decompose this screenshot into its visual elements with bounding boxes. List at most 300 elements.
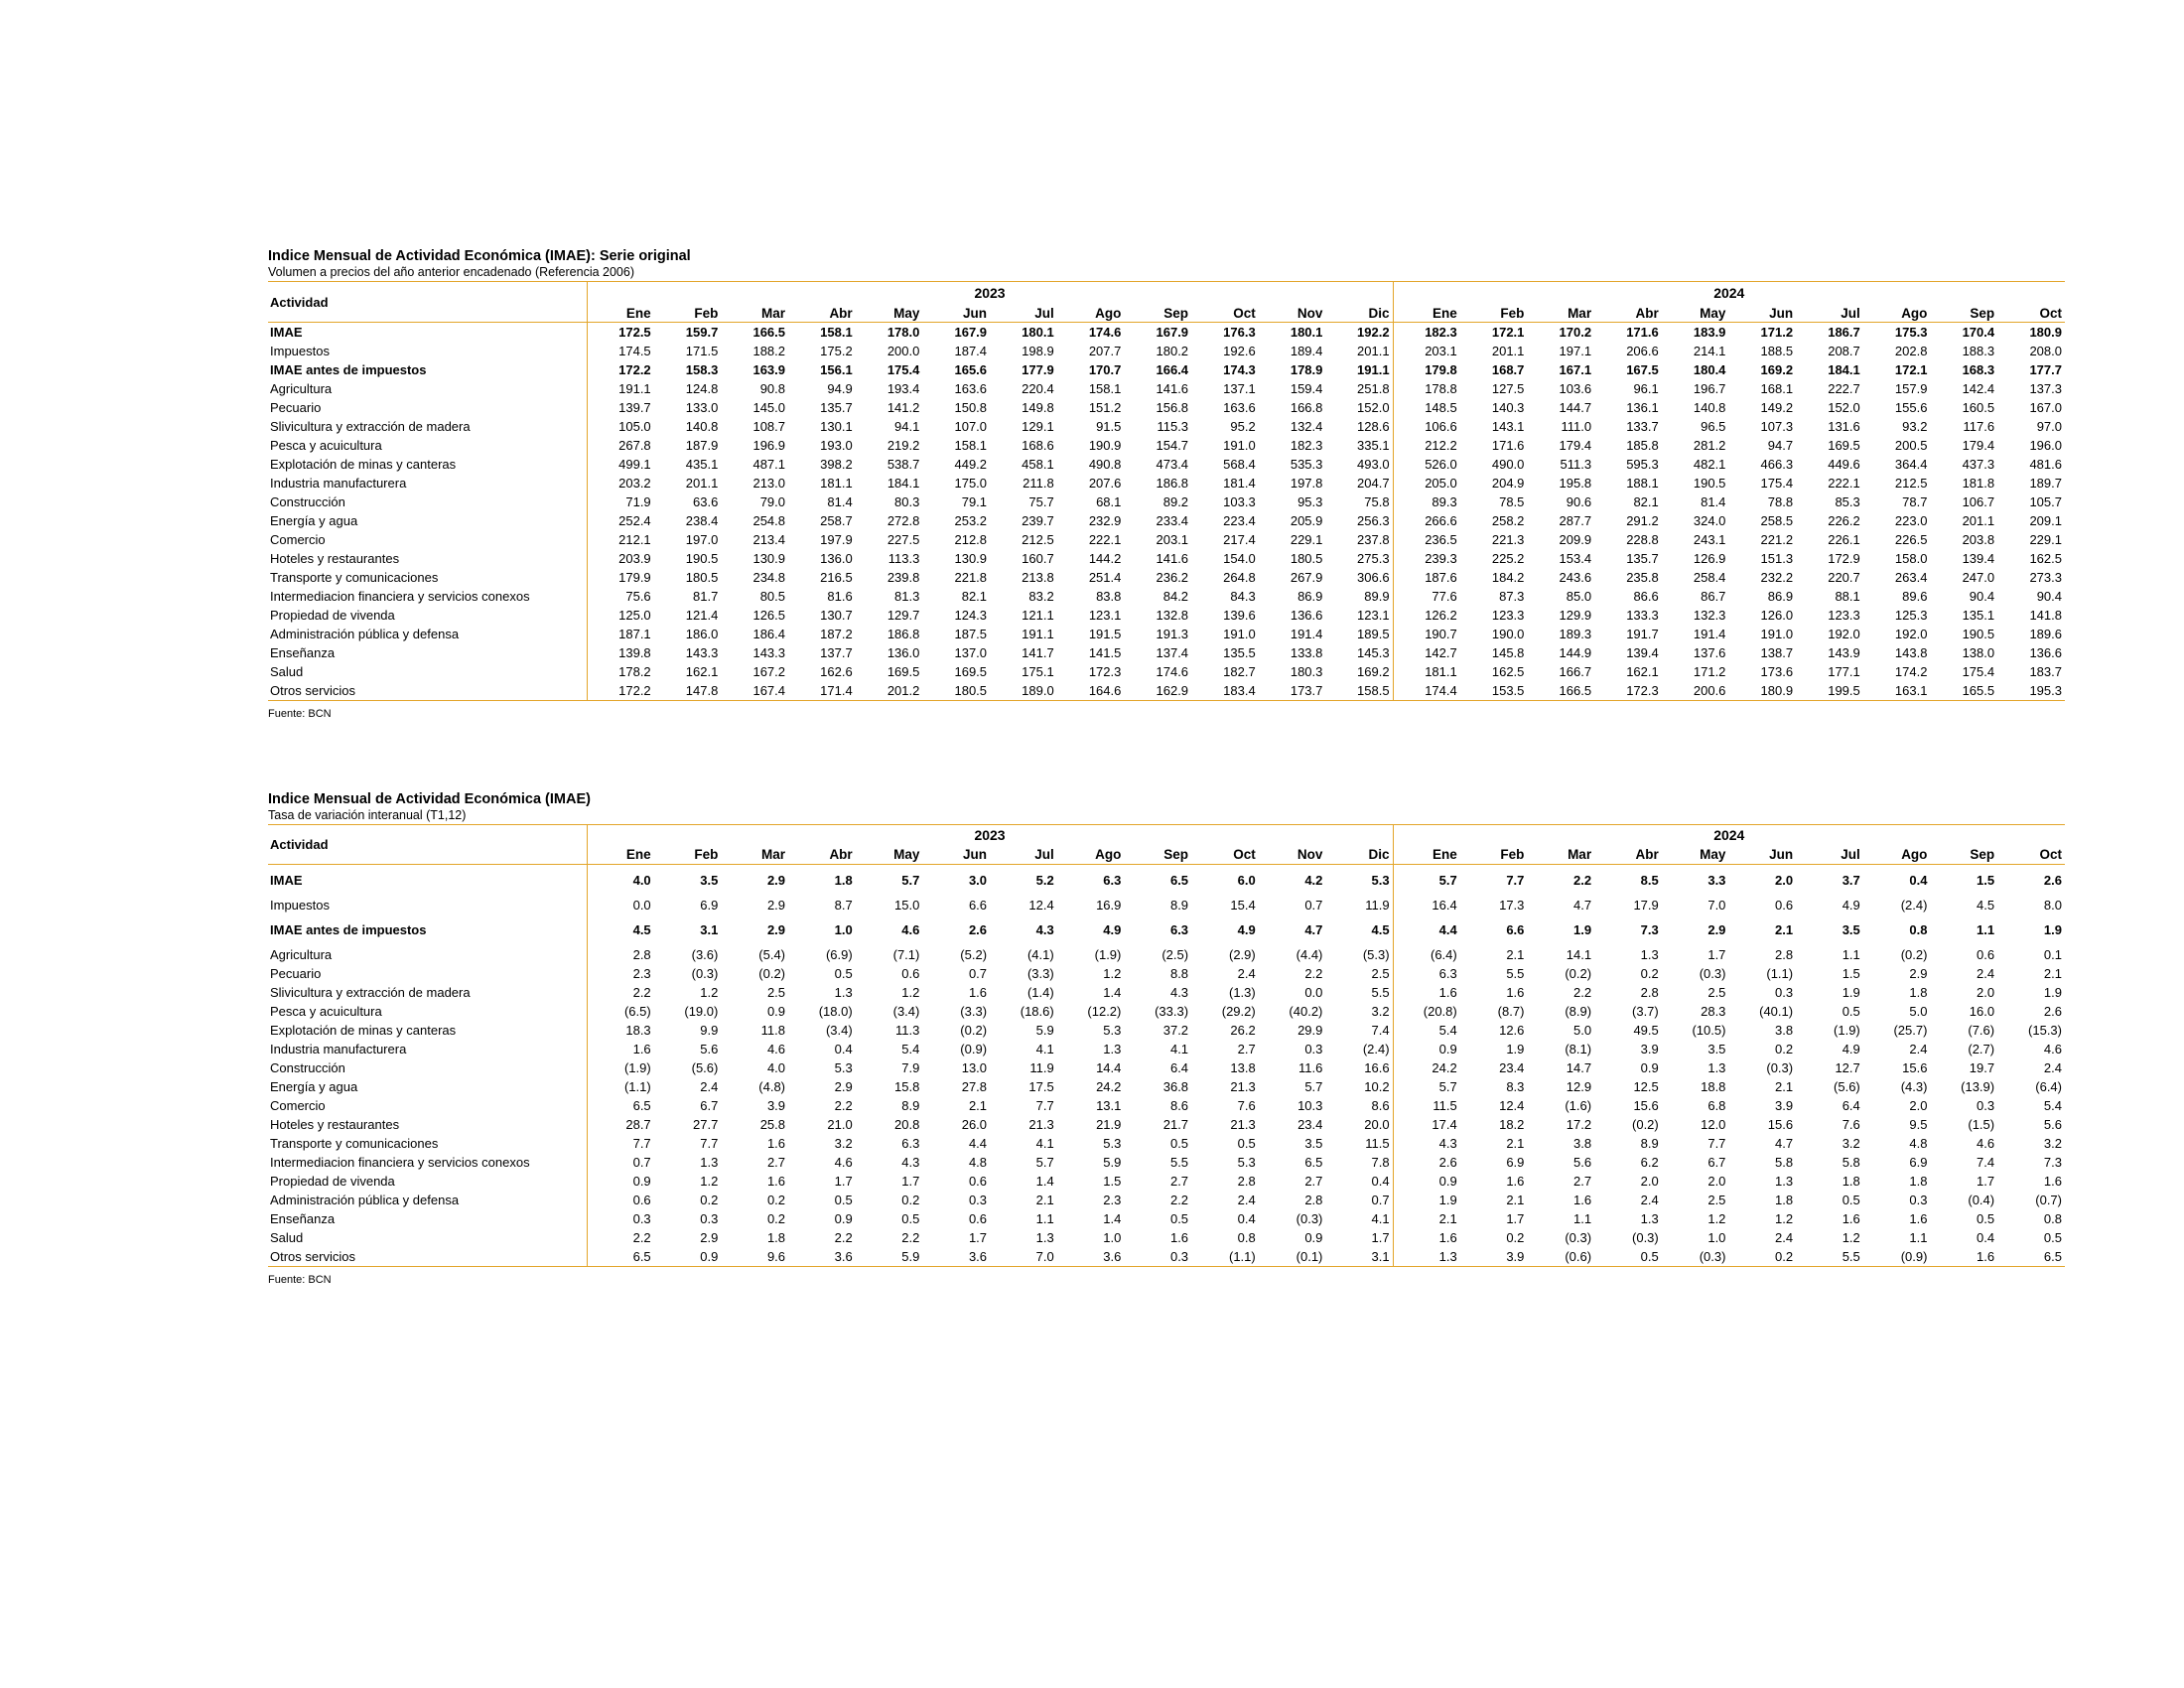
cell-value: 4.4: [968, 1136, 988, 1151]
cell-value: 0.7: [1304, 898, 1323, 913]
cell-value: 90.6: [1566, 494, 1592, 509]
table-row: [268, 436, 2065, 455]
cell-value: (3.4): [825, 1023, 853, 1038]
cell-value: 137.4: [1156, 645, 1189, 660]
row-label: Enseñanza: [270, 645, 336, 660]
cell-value: 272.8: [887, 513, 920, 528]
cell-value: 180.5: [1290, 551, 1323, 566]
cell-value: 163.6: [954, 381, 988, 396]
cell-value: 4.9: [1842, 1042, 1860, 1056]
cell-value: 151.2: [1088, 400, 1122, 415]
cell-value: 201.2: [856, 681, 923, 701]
cell-value: 191.0: [1760, 627, 1794, 641]
cell-value: 84.3: [1230, 589, 1256, 604]
cell-value: 164.6: [1057, 681, 1125, 701]
cell-value: 226.1: [1828, 532, 1860, 547]
cell-value: 127.5: [1491, 381, 1525, 396]
month-header: May: [1662, 844, 1729, 865]
month-header: Feb: [1460, 844, 1528, 865]
cell-value: (2.4): [1900, 898, 1928, 913]
cell-value: 4.6: [2043, 1042, 2062, 1056]
cell-value: 7.3: [1640, 922, 1659, 937]
cell-value: 137.1: [1223, 381, 1256, 396]
cell-value: 5.0: [1573, 1023, 1592, 1038]
cell-value: 5.3: [1371, 873, 1390, 888]
cell-value: 487.1: [752, 457, 786, 472]
cell-value: 186.8: [1156, 476, 1189, 491]
cell-value: 449.6: [1828, 457, 1860, 472]
cell-value: 86.6: [1633, 589, 1659, 604]
table-row: [268, 530, 2065, 549]
cell-value: 1.9: [1573, 922, 1592, 937]
cell-value: 71.9: [587, 492, 654, 511]
cell-value: 0.2: [766, 1193, 786, 1207]
cell-value: 3.2: [834, 1136, 853, 1151]
cell-value: 162.6: [820, 664, 853, 679]
cell-value: 191.0: [1223, 627, 1256, 641]
row-label: IMAE antes de impuestos: [270, 922, 427, 937]
cell-value: 9.6: [721, 1247, 788, 1267]
cell-value: 16.6: [1364, 1060, 1390, 1075]
cell-value: 3.1: [700, 922, 719, 937]
cell-value: 3.3: [1707, 873, 1726, 888]
row-label: Impuestos: [270, 898, 330, 913]
cell-value: 191.7: [1626, 627, 1659, 641]
cell-value: 178.9: [1290, 362, 1323, 377]
cell-value: 235.8: [1626, 570, 1659, 585]
month-header: Oct: [1997, 304, 2065, 323]
cell-value: 21.0: [827, 1117, 853, 1132]
cell-value: 160.5: [1962, 400, 1995, 415]
cell-value: 3.5: [1707, 1042, 1726, 1056]
cell-value: 152.0: [1828, 400, 1860, 415]
cell-value: 1.9: [1842, 985, 1860, 1000]
cell-value: 2.0: [1640, 1174, 1659, 1189]
cell-value: 186.0: [685, 627, 719, 641]
cell-value: 12.9: [1566, 1079, 1592, 1094]
cell-value: 2.5: [1371, 966, 1390, 981]
cell-value: 111.0: [1561, 419, 1592, 434]
cell-value: 89.3: [1393, 492, 1460, 511]
month-header: Dic: [1325, 844, 1393, 865]
cell-value: 133.0: [685, 400, 719, 415]
cell-value: 78.5: [1499, 494, 1525, 509]
cell-value: 203.1: [1393, 342, 1460, 360]
cell-value: (12.2): [1087, 1004, 1122, 1019]
cell-value: 200.0: [887, 344, 920, 358]
cell-value: 172.2: [587, 360, 654, 379]
cell-value: 2.4: [1977, 966, 1995, 981]
cell-value: 18.3: [587, 1021, 654, 1040]
cell-value: 6.0: [1237, 873, 1256, 888]
cell-value: 219.2: [887, 438, 920, 453]
cell-value: 178.2: [587, 662, 654, 681]
cell-value: 1.6: [1506, 985, 1525, 1000]
cell-value: 4.4: [1393, 914, 1460, 939]
cell-value: 5.7: [1393, 1077, 1460, 1096]
cell-value: 169.5: [954, 664, 988, 679]
cell-value: 0.9: [654, 1247, 722, 1267]
row-label: Agricultura: [270, 381, 333, 396]
cell-value: 148.5: [1393, 398, 1460, 417]
cell-value: 0.6: [968, 1211, 988, 1226]
cell-value: 167.4: [721, 681, 788, 701]
row-label: Hoteles y restaurantes: [270, 1117, 400, 1132]
cell-value: 162.5: [1491, 664, 1525, 679]
cell-value: 4.3: [1169, 985, 1189, 1000]
cell-value: 1.7: [901, 1174, 920, 1189]
row-label: Industria manufacturera: [270, 476, 407, 491]
cell-value: 6.5: [1304, 1155, 1323, 1170]
cell-value: 221.2: [1760, 532, 1794, 547]
month-header: Jun: [1728, 304, 1796, 323]
row-label: Otros servicios: [268, 1247, 587, 1267]
row-label: Pecuario: [270, 966, 322, 981]
cell-value: 2.3: [1103, 1193, 1122, 1207]
month-header: Nov: [1259, 304, 1326, 323]
year-header: 2024: [1393, 825, 2065, 845]
cell-value: (4.1): [1026, 947, 1054, 962]
cell-value: 6.8: [1707, 1098, 1726, 1113]
cell-value: 229.1: [1290, 532, 1323, 547]
cell-value: 3.0: [968, 873, 988, 888]
cell-value: 96.1: [1633, 381, 1659, 396]
row-label: Pesca y acuicultura: [270, 1004, 382, 1019]
cell-value: 191.4: [1290, 627, 1323, 641]
cell-value: 6.7: [1707, 1155, 1726, 1170]
cell-value: 197.0: [685, 532, 719, 547]
cell-value: 258.5: [1760, 513, 1794, 528]
cell-value: 3.9: [766, 1098, 786, 1113]
cell-value: 3.5: [1304, 1136, 1323, 1151]
cell-value: 4.3: [1035, 922, 1054, 937]
cell-value: 595.3: [1626, 457, 1659, 472]
cell-value: (19.0): [684, 1004, 719, 1019]
cell-value: 212.5: [1022, 532, 1054, 547]
cell-value: (8.7): [1497, 1004, 1525, 1019]
month-header: Ene: [587, 304, 654, 323]
cell-value: 139.8: [587, 643, 654, 662]
cell-value: (0.3): [691, 966, 719, 981]
cell-value: 28.3: [1701, 1004, 1726, 1019]
cell-value: (3.4): [892, 1004, 920, 1019]
cell-value: 1.6: [587, 1040, 654, 1058]
row-label: Explotación de minas y canteras: [270, 457, 457, 472]
cell-value: 6.6: [968, 898, 988, 913]
cell-value: 176.3: [1223, 325, 1256, 340]
cell-value: 3.6: [1057, 1247, 1125, 1267]
cell-value: 263.4: [1894, 570, 1928, 585]
month-header: Ago: [1863, 844, 1931, 865]
cell-value: 3.8: [1775, 1023, 1794, 1038]
year-header: 2023: [587, 825, 1393, 845]
cell-value: 209.9: [1559, 532, 1592, 547]
cell-value: (1.1): [1766, 966, 1794, 981]
cell-value: 5.6: [1573, 1155, 1592, 1170]
cell-value: (1.1): [1191, 1247, 1259, 1267]
cell-value: 5.8: [1775, 1155, 1794, 1170]
cell-value: 4.2: [1304, 873, 1323, 888]
cell-value: 2.8: [1640, 985, 1659, 1000]
cell-value: 466.3: [1760, 457, 1794, 472]
year-header: 2024: [1393, 282, 2065, 305]
cell-value: 6.5: [587, 1096, 654, 1115]
table-row: [268, 323, 2065, 343]
cell-value: 1.2: [1707, 1211, 1726, 1226]
cell-value: 212.2: [1393, 436, 1460, 455]
cell-value: 217.4: [1223, 532, 1256, 547]
cell-value: 182.3: [1393, 323, 1460, 343]
cell-value: 4.5: [1977, 898, 1995, 913]
cell-value: (18.6): [1020, 1004, 1054, 1019]
month-header: Mar: [1527, 304, 1594, 323]
cell-value: (4.3): [1900, 1079, 1928, 1094]
cell-value: 144.9: [1559, 645, 1592, 660]
table-row: [268, 360, 2065, 379]
cell-value: 568.4: [1223, 457, 1256, 472]
cell-value: 180.1: [1290, 325, 1323, 340]
cell-value: 105.7: [2029, 494, 2062, 509]
table-row: [268, 1247, 2065, 1267]
cell-value: 1.7: [1371, 1230, 1390, 1245]
cell-value: 141.6: [1156, 381, 1189, 396]
cell-value: 2.5: [1707, 985, 1726, 1000]
cell-value: 490.8: [1088, 457, 1122, 472]
cell-value: 2.0: [1977, 985, 1995, 1000]
cell-value: 4.8: [1909, 1136, 1928, 1151]
cell-value: 144.2: [1088, 551, 1122, 566]
cell-value: 158.1: [954, 438, 988, 453]
cell-value: 232.2: [1760, 570, 1794, 585]
table-row: [268, 964, 2065, 983]
cell-value: 0.9: [766, 1004, 786, 1019]
cell-value: 2.1: [2043, 966, 2062, 981]
cell-value: 184.2: [1491, 570, 1525, 585]
cell-value: 163.9: [752, 362, 786, 377]
cell-value: 0.5: [1842, 1004, 1860, 1019]
cell-value: 20.0: [1364, 1117, 1390, 1132]
cell-value: 228.8: [1626, 532, 1659, 547]
month-header: Jun: [922, 844, 990, 865]
cell-value: 103.3: [1223, 494, 1256, 509]
cell-value: 5.3: [834, 1060, 853, 1075]
cell-value: 183.7: [2029, 664, 2062, 679]
cell-value: 173.6: [1760, 664, 1794, 679]
cell-value: 225.2: [1491, 551, 1525, 566]
table-row: [268, 587, 2065, 606]
month-header: Abr: [788, 304, 856, 323]
cell-value: 0.9: [1640, 1060, 1659, 1075]
cell-value: (0.4): [1968, 1193, 1995, 1207]
cell-value: 124.3: [954, 608, 988, 623]
cell-value: 202.8: [1894, 344, 1928, 358]
cell-value: 188.5: [1760, 344, 1794, 358]
cell-value: 182.7: [1223, 664, 1256, 679]
cell-value: 16.4: [1393, 890, 1460, 914]
cell-value: 203.2: [587, 474, 654, 492]
cell-value: 180.4: [1693, 362, 1726, 377]
cell-value: (7.1): [892, 947, 920, 962]
cell-value: 172.1: [1894, 362, 1928, 377]
month-header: May: [856, 844, 923, 865]
cell-value: 7.6: [1237, 1098, 1256, 1113]
table-row: [268, 455, 2065, 474]
cell-value: 13.0: [961, 1060, 988, 1075]
cell-value: 0.2: [766, 1211, 786, 1226]
cell-value: 21.7: [1162, 1117, 1189, 1132]
cell-value: 37.2: [1162, 1023, 1189, 1038]
cell-value: 1.6: [2043, 1174, 2062, 1189]
cell-value: 0.6: [1775, 898, 1794, 913]
cell-value: 180.9: [2029, 325, 2062, 340]
cell-value: 24.2: [1096, 1079, 1122, 1094]
cell-value: (8.1): [1565, 1042, 1592, 1056]
cell-value: 78.7: [1902, 494, 1928, 509]
month-header: Dic: [1325, 304, 1393, 323]
cell-value: 1.6: [1930, 1247, 1997, 1267]
table-row: [268, 681, 2065, 701]
cell-value: 174.6: [1088, 325, 1122, 340]
cell-value: 437.3: [1962, 457, 1995, 472]
cell-value: 4.6: [901, 922, 920, 937]
cell-value: 153.4: [1559, 551, 1592, 566]
cell-value: 21.3: [1028, 1117, 1054, 1132]
cell-value: 15.6: [1767, 1117, 1794, 1132]
cell-value: 89.6: [1902, 589, 1928, 604]
cell-value: 481.6: [2029, 457, 2062, 472]
cell-value: 172.3: [1594, 681, 1662, 701]
month-header: Jul: [1796, 304, 1863, 323]
cell-value: 2.7: [766, 1155, 786, 1170]
cell-value: 2.3: [587, 964, 654, 983]
cell-value: 252.4: [587, 511, 654, 530]
cell-value: 138.7: [1760, 645, 1794, 660]
cell-value: 178.0: [887, 325, 920, 340]
cell-value: 4.6: [834, 1155, 853, 1170]
cell-value: 2.9: [766, 873, 786, 888]
cell-value: 3.2: [2043, 1136, 2062, 1151]
cell-value: 162.9: [1124, 681, 1191, 701]
cell-value: 81.7: [693, 589, 719, 604]
cell-value: 171.4: [788, 681, 856, 701]
cell-value: 3.6: [922, 1247, 990, 1267]
row-label: Construcción: [270, 1060, 345, 1075]
cell-value: 188.2: [752, 344, 786, 358]
table-row: [268, 914, 2065, 939]
table2-source: Fuente: BCN: [268, 1274, 332, 1286]
row-label: Slivicultura y extracción de madera: [270, 985, 471, 1000]
cell-value: 11.3: [895, 1023, 920, 1038]
cell-value: 3.2: [1842, 1136, 1860, 1151]
cell-value: (20.8): [1393, 1002, 1460, 1021]
cell-value: 2.2: [587, 1228, 654, 1247]
cell-value: (0.2): [960, 1023, 988, 1038]
cell-value: 135.7: [820, 400, 853, 415]
cell-value: 4.3: [1393, 1134, 1460, 1153]
month-header: Sep: [1124, 304, 1191, 323]
cell-value: 123.1: [1357, 608, 1390, 623]
year-header: 2023: [587, 282, 1393, 305]
cell-value: 131.6: [1828, 419, 1860, 434]
cell-value: 1.5: [1842, 966, 1860, 981]
cell-value: 82.1: [1633, 494, 1659, 509]
cell-value: 223.0: [1894, 513, 1928, 528]
cell-value: 7.7: [587, 1134, 654, 1153]
cell-value: 2.6: [1393, 1153, 1460, 1172]
cell-value: 203.9: [587, 549, 654, 568]
cell-value: (5.6): [691, 1060, 719, 1075]
cell-value: 143.8: [1894, 645, 1928, 660]
cell-value: 183.4: [1191, 681, 1259, 701]
month-header: Oct: [1191, 844, 1259, 865]
cell-value: 13.1: [1096, 1098, 1122, 1113]
cell-value: 190.7: [1393, 625, 1460, 643]
cell-value: 107.0: [954, 419, 988, 434]
cell-value: (7.6): [1968, 1023, 1995, 1038]
cell-value: 167.0: [2029, 400, 2062, 415]
cell-value: 9.9: [700, 1023, 719, 1038]
row-label: Transporte y comunicaciones: [270, 1136, 439, 1151]
cell-value: 81.4: [827, 494, 853, 509]
cell-value: 1.3: [1393, 1247, 1460, 1267]
cell-value: 1.6: [1393, 1228, 1460, 1247]
cell-value: 162.5: [2029, 551, 2062, 566]
table-row: [268, 342, 2065, 360]
cell-value: 15.8: [894, 1079, 920, 1094]
cell-value: 166.7: [1559, 664, 1592, 679]
cell-value: 2.4: [1909, 1042, 1928, 1056]
cell-value: 172.2: [587, 681, 654, 701]
cell-value: 3.9: [1775, 1098, 1794, 1113]
month-header: Abr: [788, 844, 856, 865]
cell-value: 11.8: [760, 1023, 786, 1038]
cell-value: 141.5: [1088, 645, 1122, 660]
cell-value: 168.6: [1022, 438, 1054, 453]
month-header: Ene: [587, 844, 654, 865]
cell-value: 6.9: [1506, 1155, 1525, 1170]
cell-value: (3.3): [1026, 966, 1054, 981]
cell-value: 5.2: [1035, 873, 1054, 888]
cell-value: 238.4: [685, 513, 719, 528]
cell-value: 5.3: [1103, 1023, 1122, 1038]
cell-value: (0.2): [1632, 1117, 1659, 1132]
cell-value: 81.3: [894, 589, 920, 604]
cell-value: 159.4: [1290, 381, 1323, 396]
cell-value: 144.7: [1559, 400, 1592, 415]
cell-value: 27.8: [961, 1079, 988, 1094]
cell-value: 499.1: [587, 455, 654, 474]
cell-value: 3.8: [1573, 1136, 1592, 1151]
cell-value: 1.2: [700, 1174, 719, 1189]
row-label: Administración pública y defensa: [270, 1193, 460, 1207]
row-label: Impuestos: [270, 344, 330, 358]
cell-value: 212.5: [1894, 476, 1928, 491]
cell-value: 243.6: [1559, 570, 1592, 585]
cell-value: 90.8: [759, 381, 786, 396]
cell-value: 175.2: [820, 344, 853, 358]
cell-value: 133.8: [1290, 645, 1323, 660]
cell-value: 143.3: [752, 645, 786, 660]
cell-value: 236.5: [1393, 530, 1460, 549]
cell-value: 145.3: [1357, 645, 1390, 660]
cell-value: 2.4: [700, 1079, 719, 1094]
table-row: [268, 1002, 2065, 1021]
cell-value: 179.4: [1962, 438, 1995, 453]
cell-value: 25.8: [759, 1117, 786, 1132]
cell-value: 1.3: [1640, 947, 1659, 962]
cell-value: 28.7: [587, 1115, 654, 1134]
cell-value: 189.5: [1357, 627, 1390, 641]
